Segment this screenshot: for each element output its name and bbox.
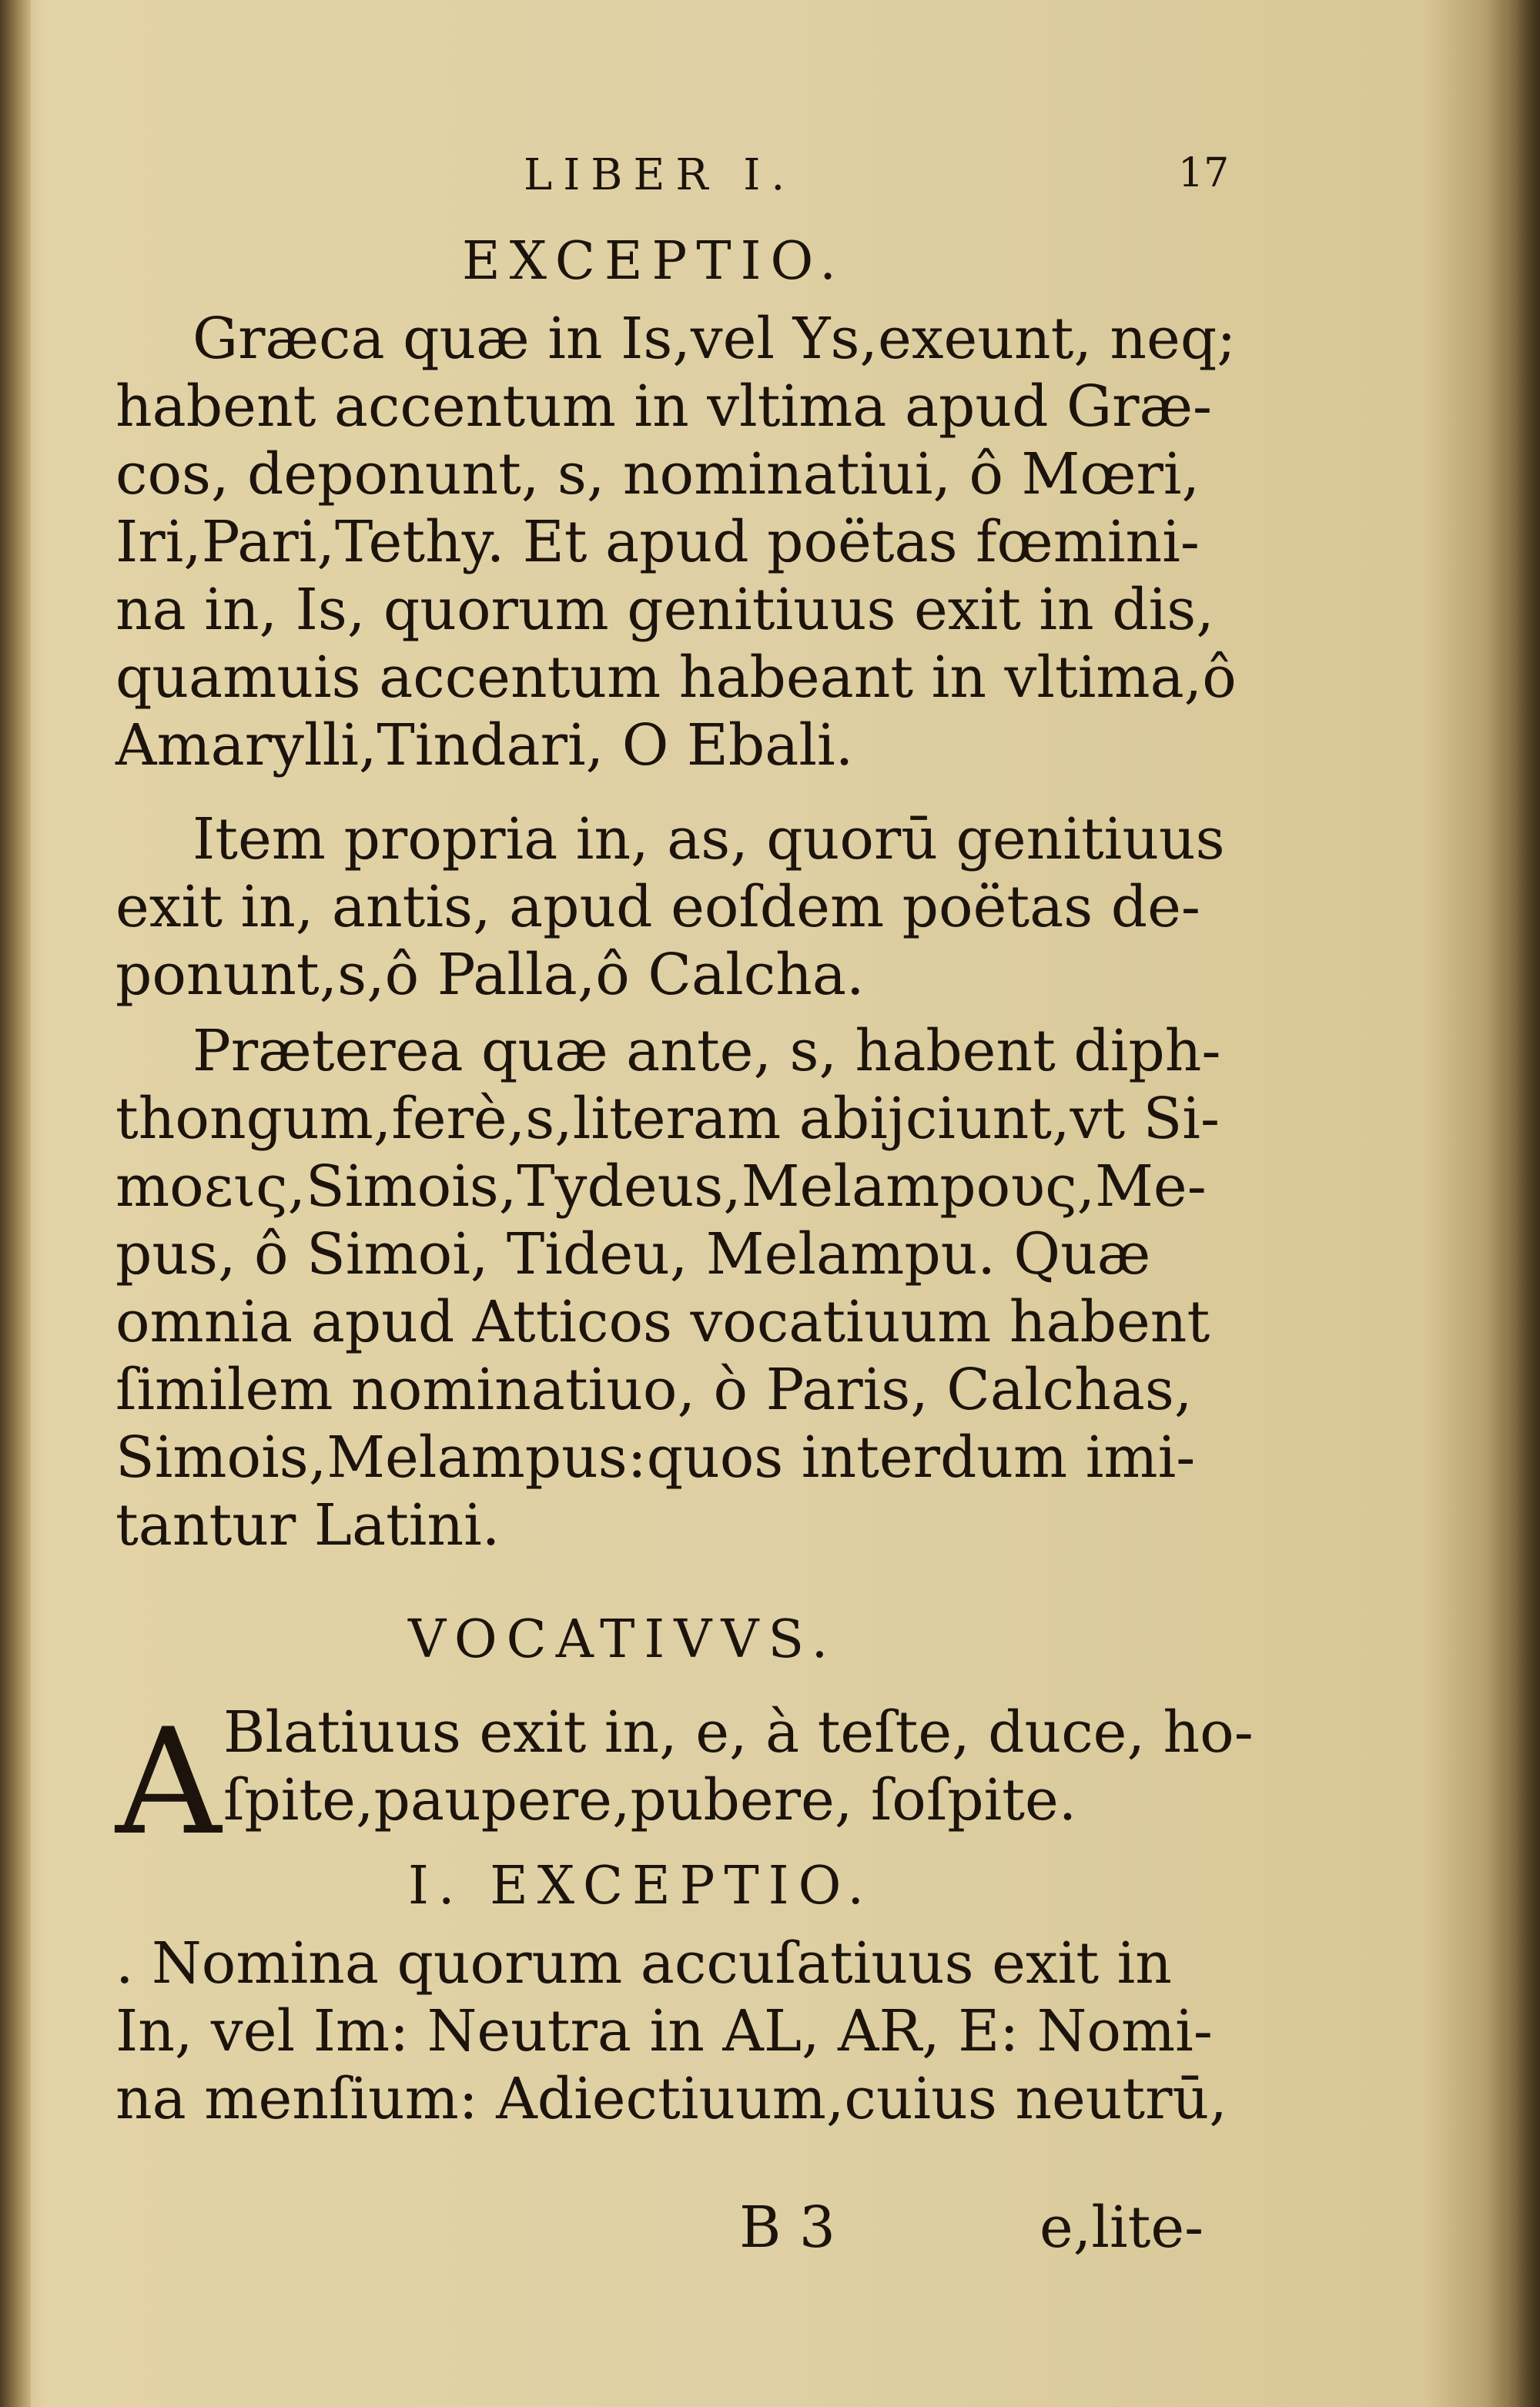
text-line: Simois,Melampus:quos interdum imi- bbox=[116, 1424, 1196, 1491]
text-line: quamuis accentum habeant in vltima,ô bbox=[116, 644, 1237, 711]
text-line: Græca quæ in Is,vel Ys,exeunt, neq; bbox=[192, 306, 1237, 372]
text-line: ſpite,paupere,pubere, ſoſpite. bbox=[223, 1767, 1077, 1833]
page-number: 17 bbox=[1178, 150, 1230, 196]
text-line: moεις,Simois,Tydeus,Melampους,Me- bbox=[116, 1153, 1207, 1220]
text-line: . Nomina quorum accuſatiuus exit in bbox=[116, 1930, 1172, 1997]
text-line: Amarylli,Tindari, O Ebali. bbox=[116, 712, 854, 778]
text-line: Blatiuus exit in, e, à teſte, duce, ho- bbox=[223, 1699, 1254, 1766]
text-line: na menſium: Adiectiuum,cuius neutrū, bbox=[116, 2066, 1227, 2132]
text-line: Item propria in, as, quorū genitiuus bbox=[192, 806, 1225, 872]
text-line: exit in, antis, apud eoſdem poëtas de- bbox=[116, 874, 1200, 940]
section-heading-exceptio: EXCEPTIO. bbox=[462, 231, 845, 292]
binding-gutter bbox=[0, 0, 31, 2407]
section-heading-exceptio-1: I. EXCEPTIO. bbox=[408, 1856, 873, 1917]
signature-mark: B 3 bbox=[739, 2194, 835, 2261]
text-line: ſimilem nominatiuo, ò Paris, Calchas, bbox=[116, 1357, 1193, 1423]
text-line: thongum,ferè,s,literam abijciunt,vt Si- bbox=[116, 1086, 1220, 1152]
text-line: ponunt,s,ô Palla,ô Calcha. bbox=[116, 942, 865, 1008]
text-line: tantur Latini. bbox=[116, 1492, 500, 1558]
drop-cap: A bbox=[116, 1697, 222, 1867]
running-head: LIBER I. bbox=[524, 150, 796, 200]
text-line: In, vel Im: Neutra in AL, AR, E: Nomi- bbox=[116, 1998, 1213, 2064]
text-line: Iri,Pari,Tethy. Et apud poëtas fœmini- bbox=[116, 509, 1200, 575]
text-line: Præterea quæ ante, s, habent diph- bbox=[192, 1018, 1221, 1084]
text-line: pus, ô Simoi, Tideu, Melampu. Quæ bbox=[116, 1221, 1151, 1287]
text-line: omnia apud Atticos vocatiuum habent bbox=[116, 1289, 1210, 1355]
section-heading-vocativus: VOCATIVVS. bbox=[408, 1609, 838, 1670]
text-line: habent accentum in vltima apud Græ- bbox=[116, 373, 1213, 440]
page-edge-shadow bbox=[1486, 0, 1540, 2407]
catchword: e,lite- bbox=[1040, 2194, 1204, 2261]
text-line: cos, deponunt, s, nominatiui, ô Mœri, bbox=[116, 441, 1200, 507]
text-line: na in, Is, quorum genitiuus exit in dis, bbox=[116, 577, 1214, 643]
